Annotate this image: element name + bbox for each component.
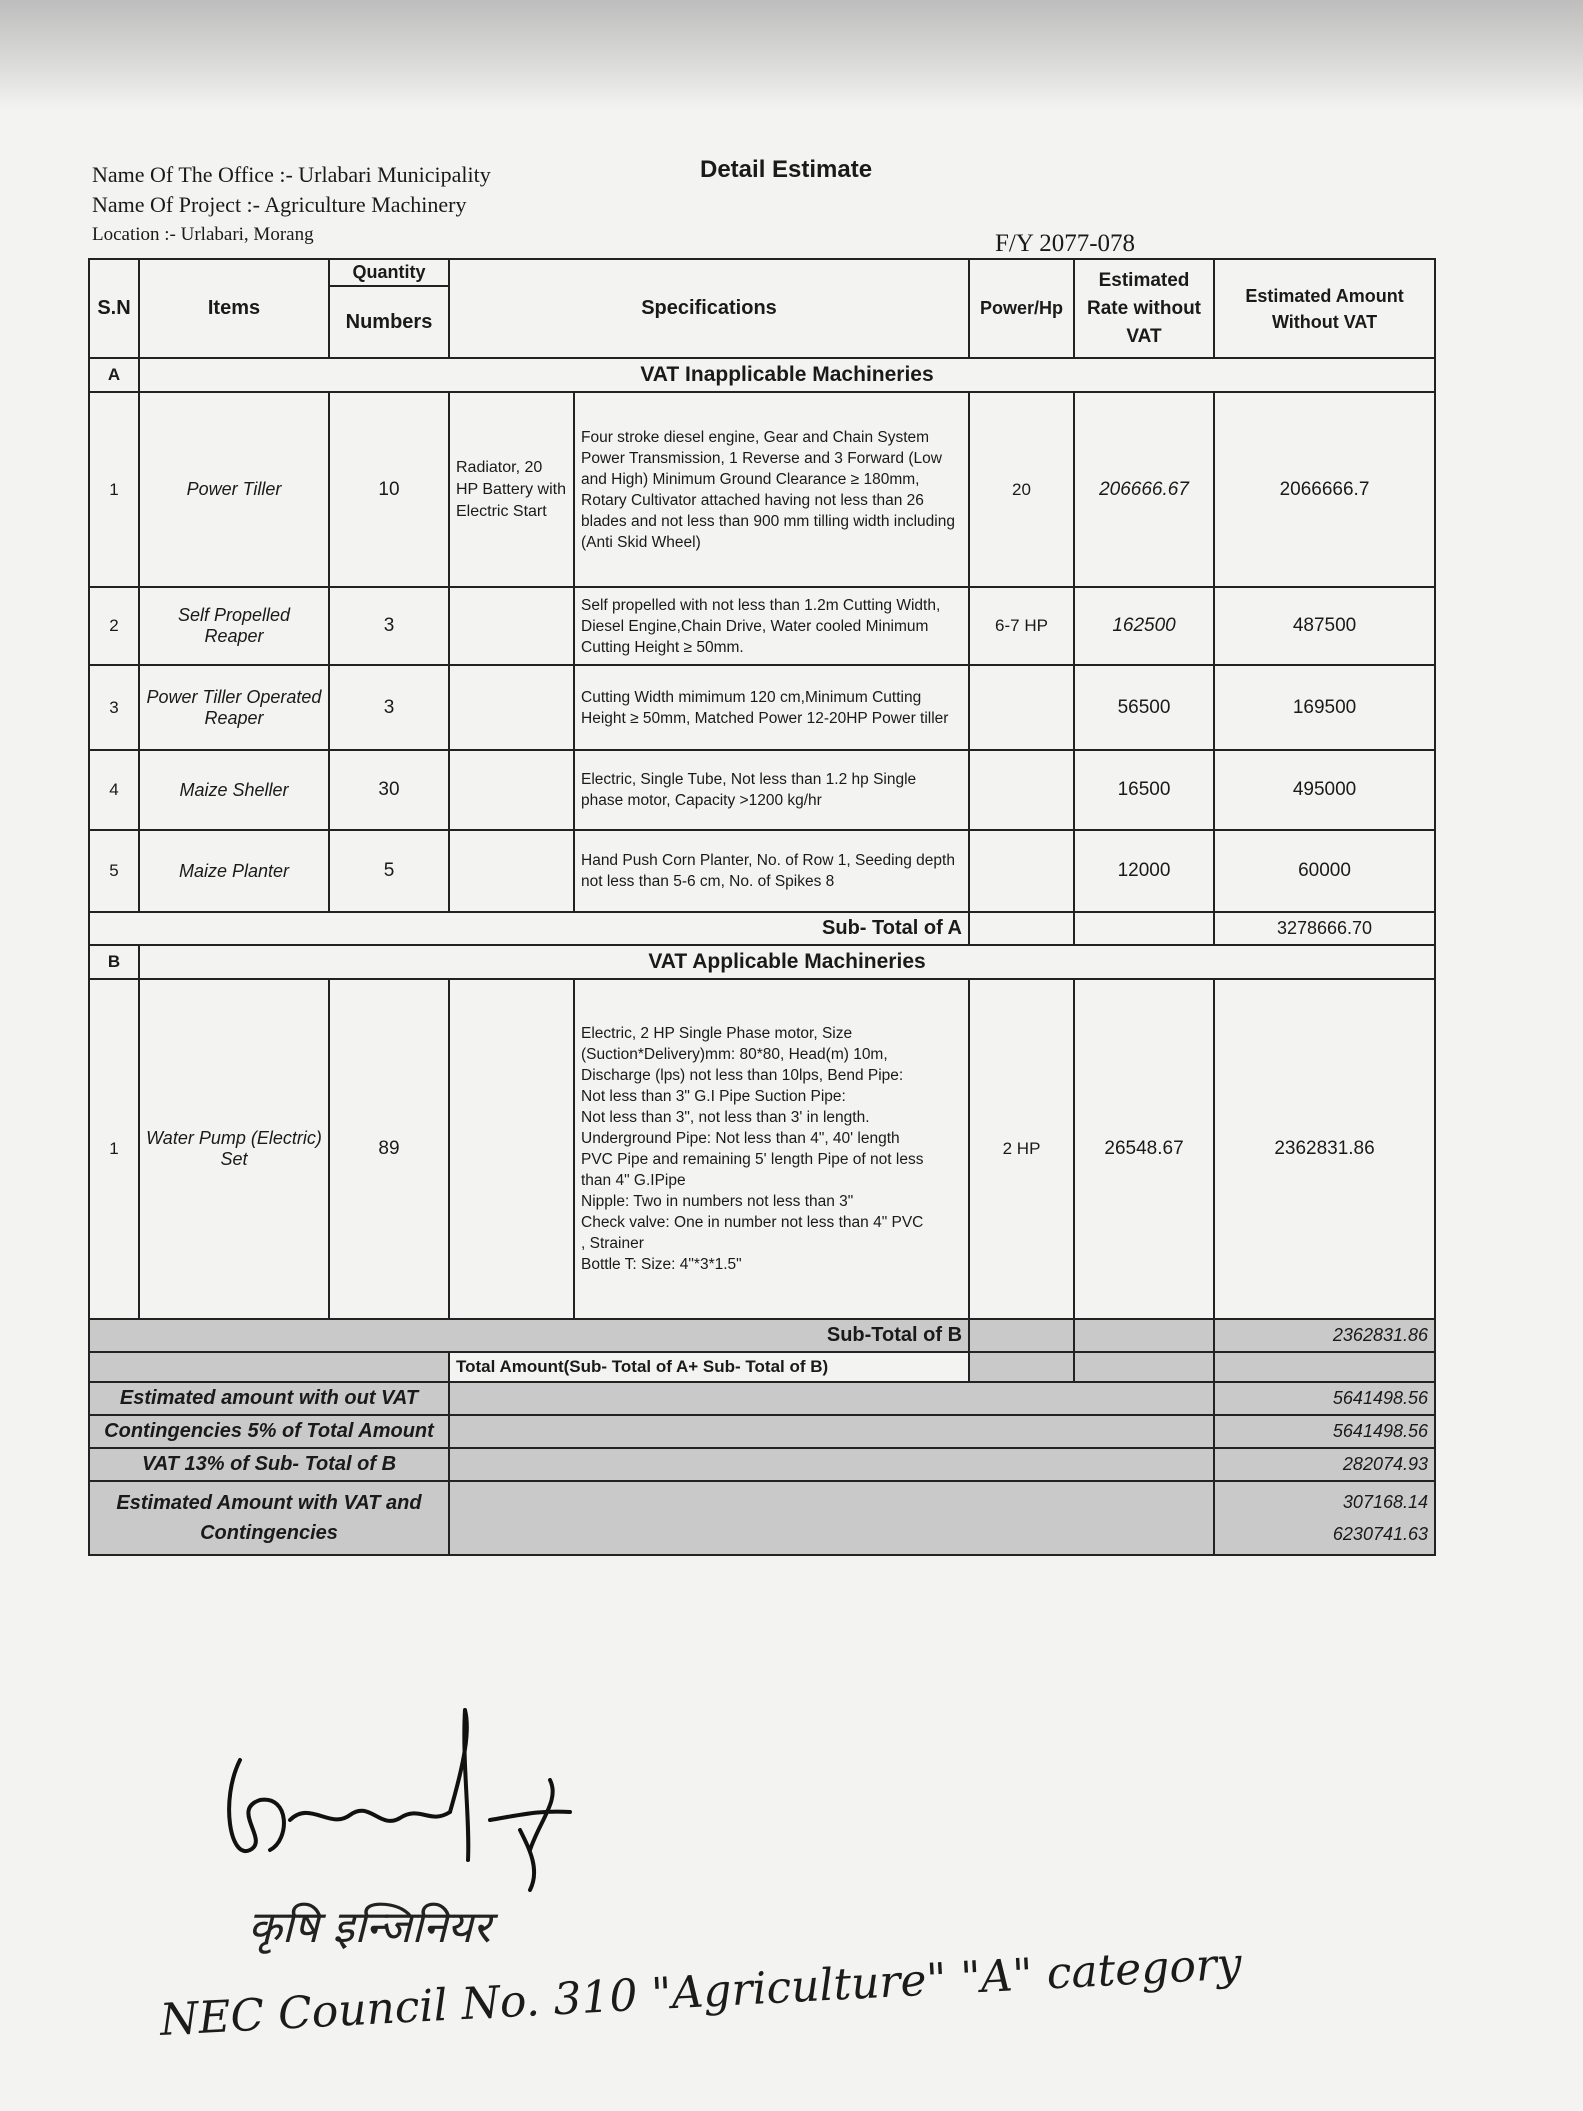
section-code: A: [89, 358, 139, 392]
row-power: 6-7 HP: [969, 587, 1074, 665]
header-row: [89, 259, 1435, 286]
page-title: Detail Estimate: [700, 156, 873, 183]
summary-value: 5641498.56: [1214, 1382, 1435, 1415]
spec-line: PVC Pipe and remaining 5' length Pipe of not less: [581, 1151, 924, 1168]
row-item: Water Pump (Electric) Set: [139, 979, 329, 1319]
summary-row: [89, 1448, 1435, 1481]
spec-line: Not less than 3" G.I Pipe Suction Pipe:: [581, 1088, 846, 1105]
row-spec: Self propelled with not less than 1.2m Cutting Width, Diesel Engine,Chain Drive, Water cooled Minimum Cutting Height ≥ 50mm.: [574, 587, 969, 665]
total-amount-row: [89, 1352, 1435, 1382]
subtotal-a-row: [89, 912, 1435, 945]
row-item: Power Tiller: [139, 392, 329, 587]
row-amount: 60000: [1214, 830, 1435, 912]
spec-line: , Strainer: [581, 1235, 644, 1252]
blank-cell: [969, 912, 1074, 945]
summary-value: 307168.14: [1342, 1492, 1429, 1512]
handwritten-note: NEC Council No. 310 "Agriculture" "A" category: [158, 1938, 1243, 2046]
summary-value: 5641498.56: [1214, 1415, 1435, 1448]
fiscal-year: F/Y 2077-078: [995, 230, 1136, 257]
summary-label: Estimated amount with out VAT: [89, 1382, 449, 1415]
col-quantity: Quantity: [329, 259, 449, 286]
section-code: B: [89, 945, 139, 979]
row-accessories: [449, 750, 574, 830]
spec-line: Underground Pipe: Not less than 4", 40' length: [581, 1130, 900, 1147]
row-accessories: [449, 979, 574, 1319]
row-spec: Cutting Width mimimum 120 cm,Minimum Cutting Height ≥ 50mm, Matched Power 12-20HP Power tiller: [574, 665, 969, 750]
summary-row: [89, 1382, 1435, 1415]
row-amount: 2362831.86: [1214, 979, 1435, 1319]
blank-cell: [1074, 912, 1214, 945]
signature-designation: कृषि इन्जिनियर: [248, 1902, 491, 1953]
row-amount: 2066666.7: [1214, 392, 1435, 587]
col-power: Power/Hp: [969, 259, 1074, 358]
row-sn: 1: [89, 392, 139, 587]
table-row: [89, 750, 1435, 830]
document-header: [92, 160, 692, 250]
blank-cell: [89, 1352, 449, 1382]
row-spec: Four stroke diesel engine, Gear and Chain System Power Transmission, 1 Reverse and 3 Forward (Low and High) Minimum Ground Clearance ≥ 180mm, Rotary Cultivator attached having not less than 26 blades and not less than 900 mm tilling width including (Anti Skid Wheel): [574, 392, 969, 587]
summary-label: Estimated Amount with VAT and Contingencies: [89, 1481, 449, 1555]
estimate-table: [88, 258, 1436, 1556]
spec-line: Check valve: One in number not less than 4" PVC: [581, 1214, 924, 1231]
row-item: Self Propelled Reaper: [139, 587, 329, 665]
spec-line: Not less than 3", not less than 3' in length.: [581, 1109, 870, 1126]
row-rate: 16500: [1074, 750, 1214, 830]
row-amount: 487500: [1214, 587, 1435, 665]
blank-cell: [449, 1448, 1214, 1481]
row-rate: 206666.67: [1074, 392, 1214, 587]
row-qty: 89: [329, 979, 449, 1319]
summary-row: [89, 1415, 1435, 1448]
subtotal-b-label: Sub-Total of B: [89, 1319, 969, 1352]
row-spec: Hand Push Corn Planter, No. of Row 1, Seeding depth not less than 5-6 cm, No. of Spikes 8: [574, 830, 969, 912]
row-accessories: [449, 587, 574, 665]
row-power: [969, 750, 1074, 830]
row-item: Maize Planter: [139, 830, 329, 912]
spec-line: Discharge (lps) not less than 10lps, Bend Pipe:: [581, 1067, 904, 1084]
row-power: [969, 830, 1074, 912]
subtotal-b-row: [89, 1319, 1435, 1352]
row-rate: 162500: [1074, 587, 1214, 665]
row-rate: 56500: [1074, 665, 1214, 750]
col-sn: S.N: [89, 259, 139, 358]
subtotal-a-label: Sub- Total of A: [89, 912, 969, 945]
summary-row: [89, 1481, 1435, 1555]
row-power: [969, 665, 1074, 750]
signature-icon: [200, 1700, 620, 1900]
location: Location :- Urlabari, Morang: [92, 224, 314, 245]
table-row: [89, 665, 1435, 750]
table-row: [89, 587, 1435, 665]
spec-line: Bottle T: Size: 4"*3*1.5": [581, 1256, 742, 1273]
row-amount: 169500: [1214, 665, 1435, 750]
summary-value: 282074.93: [1214, 1448, 1435, 1481]
row-power: 2 HP: [969, 979, 1074, 1319]
summary-value-stack: [1214, 1481, 1435, 1555]
row-amount: 495000: [1214, 750, 1435, 830]
row-qty: 5: [329, 830, 449, 912]
row-accessories: Radiator, 20 HP Battery with Electric Start: [449, 392, 574, 587]
row-sn: 2: [89, 587, 139, 665]
col-amount: Estimated Amount Without VAT: [1214, 259, 1435, 358]
spec-line: (Suction*Delivery)mm: 80*80, Head(m) 10m,: [581, 1046, 888, 1063]
row-qty: 10: [329, 392, 449, 587]
table-row: [89, 392, 1435, 587]
section-title: VAT Applicable Machineries: [139, 945, 1435, 979]
spec-line: Electric, 2 HP Single Phase motor, Size: [581, 1025, 853, 1042]
col-items: Items: [139, 259, 329, 358]
summary-label: Contingencies 5% of Total Amount: [89, 1415, 449, 1448]
row-qty: 3: [329, 665, 449, 750]
section-a-row: [89, 358, 1435, 392]
row-item: Power Tiller Operated Reaper: [139, 665, 329, 750]
row-spec: Electric, Single Tube, Not less than 1.2 hp Single phase motor, Capacity >1200 kg/hr: [574, 750, 969, 830]
blank-cell: [449, 1481, 1214, 1555]
subtotal-a-value: 3278666.70: [1214, 912, 1435, 945]
office-name: Name Of The Office :- Urlabari Municipality: [92, 162, 491, 187]
blank-cell: [969, 1319, 1074, 1352]
row-sn: 5: [89, 830, 139, 912]
table-row: [89, 830, 1435, 912]
blank-cell: [1214, 1352, 1435, 1382]
row-sn: 4: [89, 750, 139, 830]
blank-cell: [449, 1415, 1214, 1448]
total-amount-label: Total Amount(Sub- Total of A+ Sub- Total of B): [449, 1352, 969, 1382]
row-accessories: [449, 665, 574, 750]
section-title: VAT Inapplicable Machineries: [139, 358, 1435, 392]
summary-label: VAT 13% of Sub- Total of B: [89, 1448, 449, 1481]
row-sn: 3: [89, 665, 139, 750]
col-rate: Estimated Rate without VAT: [1074, 259, 1214, 358]
row-accessories: [449, 830, 574, 912]
blank-cell: [1074, 1319, 1214, 1352]
row-spec: [574, 979, 969, 1319]
row-rate: 26548.67: [1074, 979, 1214, 1319]
spec-line: than 4" G.IPipe: [581, 1172, 686, 1189]
row-qty: 3: [329, 587, 449, 665]
grand-total: 6230741.63: [1332, 1524, 1429, 1544]
spec-line: Nipple: Two in numbers not less than 3": [581, 1193, 854, 1210]
blank-cell: [969, 1352, 1074, 1382]
project-name: Name Of Project :- Agriculture Machinery: [92, 192, 467, 217]
section-b-row: [89, 945, 1435, 979]
col-specifications: Specifications: [449, 259, 969, 358]
row-qty: 30: [329, 750, 449, 830]
row-sn: 1: [89, 979, 139, 1319]
col-numbers: Numbers: [329, 286, 449, 358]
table-row: [89, 979, 1435, 1319]
row-rate: 12000: [1074, 830, 1214, 912]
row-item: Maize Sheller: [139, 750, 329, 830]
subtotal-b-value: 2362831.86: [1214, 1319, 1435, 1352]
blank-cell: [449, 1382, 1214, 1415]
row-power: 20: [969, 392, 1074, 587]
blank-cell: [1074, 1352, 1214, 1382]
